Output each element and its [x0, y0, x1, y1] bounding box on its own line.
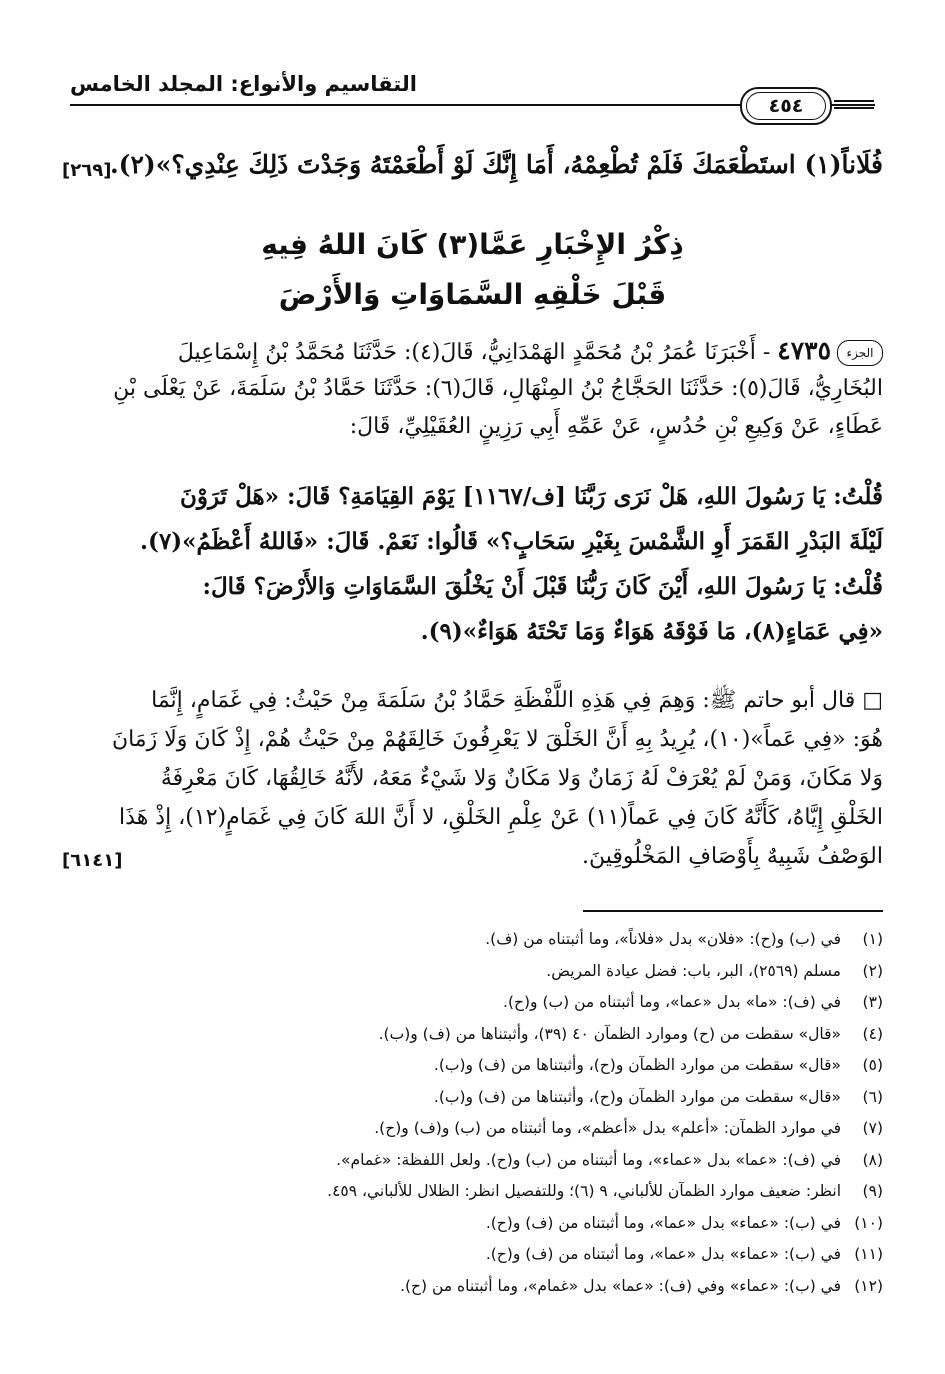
page-number: ٤٥٤ [746, 92, 826, 120]
commentary-line-1: □ قال أبو حاتم ﷺ: وَهِمَ فِي هَذِهِ اللَّفْظَةِ حَمَّادُ بْنُ سَلَمَةَ مِنْ حَيْثُ: فِي غَمَامٍ، إِنَّمَا [151, 688, 883, 713]
commentary-line-4: الخَلْقِ إِيَّاهُ، كَأَنَّهُ كَانَ فِي عَماً(١١) عَنْ عِلْمِ الخَلْقِ، لا أَنَّ اللهَ كَانَ فِي غَمَامٍ(١٢)، إِذْ هَذَا [119, 805, 883, 830]
footnote [62, 1054, 883, 1076]
page-number-frame [740, 87, 832, 125]
volume-badge: الجزء [837, 340, 883, 366]
matn-line-1: قُلْتُ: يَا رَسُولَ اللهِ، هَلْ نَرَى رَبَّنَا [ف/١١٦٧] يَوْمَ القِيَامَةِ؟ قَالَ: «هَلْ تَرَوْنَ [179, 483, 883, 510]
footnote-number: (٢) [862, 961, 883, 980]
header-ornament-rule [834, 107, 874, 109]
footnote [62, 928, 883, 950]
footnote-number: (٦) [862, 1087, 883, 1106]
footnote-text: في موارد الظمآن: «أعلم» بدل «أعظم»، وما أثبتناه من (ب) و(ف) و(ح). [374, 1119, 841, 1137]
footnote-text: في (ب) و(ح): «فلان» بدل «فلاناً»، وما أثبتناه من (ف). [485, 930, 841, 948]
footnote [62, 960, 883, 982]
footnote [62, 1023, 883, 1045]
running-title: التقاسيم والأنواع: المجلد الخامس [70, 72, 417, 96]
footnote-number: (٨) [862, 1150, 883, 1169]
footnote-text: في (ف): «عما» بدل «عماء»، وما أثبتناه من (ب) و(ح). ولعل اللفظة: «غمام». [336, 1150, 841, 1169]
chapter-heading-line-2: قَبْلَ خَلْقِهِ السَّمَاوَاتِ وَالأَرْضَ [278, 278, 667, 311]
footnote [62, 1275, 883, 1297]
footnote-number: (٧) [862, 1119, 883, 1137]
footnote-text: «قال» سقطت من موارد الظمآن و(ح)، وأثبتناها من (ف) و(ب). [433, 1087, 841, 1106]
footnote [62, 991, 883, 1013]
footnote-number: (٣) [862, 993, 883, 1011]
matn-line-4: «فِي عَمَاءٍ(٨)، مَا فَوْقَهُ هَوَاءٌ وَمَا تَحْتَهُ هَوَاءٌ»(٩). [420, 618, 883, 645]
hadith-number: ٤٧٣٥ [777, 336, 831, 365]
footnote [62, 1117, 883, 1139]
commentary-line-2: هُوَ: «فِي عَماً»(١٠)، يُرِيدُ بِهِ أَنَّ الخَلْقَ لا يَعْرِفُونَ خَالِقَهُمْ مِنْ حَيْثُ هُمْ، إِذْ كَانَ وَلَا زَمَانَ [111, 727, 883, 752]
hadith-reference: [٢٦٩] [62, 160, 112, 181]
matn-line-2: لَيْلَةَ البَدْرِ القَمَرَ أَوِ الشَّمْسَ بِغَيْرِ سَحَابٍ؟» قَالُوا: نَعَمْ. قَالَ: «فَاللهُ أَعْظَمُ»(٧). [140, 528, 883, 555]
commentary-reference: [٦١٤١] [62, 850, 123, 871]
isnad-line-2: البُخَارِيُّ، قَالَ(٥): حَدَّثَنَا الحَجَّاجُ بْنُ المِنْهَالِ، قَالَ(٦): حَدَّثَنَا حَمَّادُ بْنُ سَلَمَةَ، عَنْ يَعْلَى بْنِ [113, 376, 883, 401]
chapter-heading-line-1: ذِكْرُ الإِخْبَارِ عَمَّا(٣) كَانَ اللهُ فِيهِ [261, 228, 684, 261]
footnote-number: (١) [862, 930, 883, 948]
footnote-text: مسلم (٢٥٦٩)، البر، باب: فضل عيادة المريض. [546, 961, 841, 980]
footnote [62, 1149, 883, 1171]
footnote-text: في (ف): «ما» بدل «عما»، وما أثبتناه من (ب) و(ح). [503, 993, 841, 1011]
footnote-number: (٩) [862, 1182, 883, 1200]
footnote-number: (٥) [862, 1056, 883, 1074]
footnote-number: (٤) [862, 1024, 883, 1043]
footnote-text: «قال» سقطت من (ح) وموارد الظمآن ٤٠ (٣٩)، وأثبتناها من (ف) و(ب). [378, 1024, 841, 1043]
header-ornament-rule [834, 100, 874, 102]
footnote [62, 1086, 883, 1108]
matn-line-3: قُلْتُ: يَا رَسُولَ اللهِ، أَيْنَ كَانَ رَبُّنَا قَبْلَ أَنْ يَخْلُقَ السَّمَاوَاتِ وَالأَرْضَ؟ قَالَ: [202, 573, 883, 600]
isnad-line-3: عَطَاءٍ، عَنْ وَكِيعِ بْنِ حُدُسٍ، عَنْ عَمِّهِ أَبِي رَزِينٍ العُقَيْلِيِّ، قَالَ: [349, 414, 883, 439]
continuation-line: فُلَاناً(١) استَطْعَمَكَ فَلَمْ تُطْعِمْهُ، أَمَا إِنَّكَ لَوْ أَطْعَمْتَهُ وَجَدْتَ ذَلِكَ عِنْدِي؟»(٢). [109, 150, 883, 179]
footnote-number: (١١) [854, 1245, 883, 1263]
isnad-line-1 [62, 336, 883, 368]
footnote-text: في (ب): «عماء» وفي (ف): «عما» بدل «غمام»، وما أثبتناه من (ح). [400, 1276, 841, 1295]
footnote [62, 1243, 883, 1265]
footnote-text: في (ب): «عماء» بدل «عما»، وما أثبتناه من (ف) و(ح). [485, 1245, 841, 1263]
commentary-line-5: الوَصْفُ شَبِيهٌ بِأَوْصَافِ المَخْلُوقِينَ. [581, 844, 883, 869]
footnote [62, 1212, 883, 1234]
footnote-text: انظر: ضعيف موارد الظمآن للألباني، ٩ (٦)؛ وللتفصيل انظر: الظلال للألباني، ٤٥٩. [327, 1182, 841, 1200]
footnote-number: (١٠) [854, 1213, 883, 1232]
footnote-text: في (ب): «عماء» بدل «عما»، وما أثبتناه من (ف) و(ح). [485, 1213, 841, 1232]
footnote-number: (١٢) [854, 1276, 883, 1295]
commentary-line-3: وَلا مَكَانَ، وَمَنْ لَمْ يُعْرَفْ لَهُ زَمَانٌ وَلا مَكَانٌ وَلا شَيْءٌ مَعَهُ، لأَنَّهُ خَالِقُهَا، كَانَ مَعْرِفَةُ [160, 766, 883, 791]
footnote [62, 1180, 883, 1202]
footnote-separator [583, 910, 883, 912]
footnote-text: «قال» سقطت من موارد الظمآن و(ح)، وأثبتناها من (ف) و(ب). [433, 1056, 841, 1074]
isnad-text: - أَخْبَرَنَا عُمَرُ بْنُ مُحَمَّدٍ الهَمْدَانِيُّ، قَالَ(٤): حَدَّثَنَا مُحَمَّدُ بْنُ إِسْمَاعِيلَ [177, 340, 771, 365]
